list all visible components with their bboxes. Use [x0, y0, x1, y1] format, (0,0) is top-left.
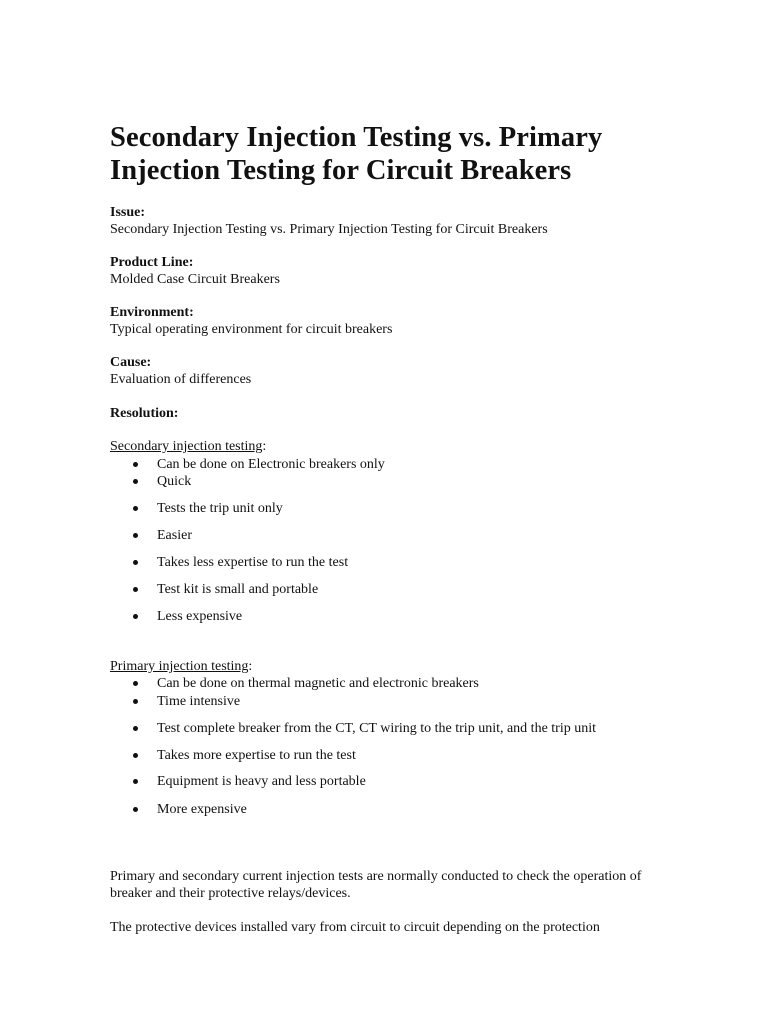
list-item-text: Takes more expertise to run the test — [157, 748, 356, 763]
environment-label: Environment: — [110, 305, 194, 320]
list-item-text: Easier — [157, 528, 192, 543]
body-paragraph: Primary and secondary current injection tests are normally conducted to check the operation of breaker and their protective relays/devices. — [110, 869, 642, 901]
body-paragraph: The protective devices installed vary from circuit to circuit depending on the protection — [110, 920, 600, 935]
primary-testing-heading-colon: : — [248, 659, 253, 674]
document-title: Secondary Injection Testing vs. Primary Injection Testing for Circuit Breakers — [110, 122, 603, 186]
list-item-text: Can be done on Electronic breakers only — [157, 457, 385, 472]
list-item-text: Tests the trip unit only — [157, 501, 283, 516]
resolution-label: Resolution: — [110, 406, 179, 421]
secondary-testing-heading-colon: : — [262, 439, 267, 454]
list-item-text: More expensive — [157, 802, 247, 817]
bullet-icon — [133, 614, 138, 619]
primary-testing-heading — [110, 658, 252, 675]
bullet-icon — [133, 726, 138, 731]
bullet-icon — [133, 533, 138, 538]
bullet-icon — [133, 587, 138, 592]
product-line-value: Molded Case Circuit Breakers — [110, 272, 280, 287]
list-item-text: Quick — [157, 474, 192, 489]
bullet-icon — [133, 462, 138, 467]
list-item-text: Takes less expertise to run the test — [157, 555, 349, 570]
environment-value: Typical operating environment for circuit breakers — [110, 322, 393, 337]
issue-value: Secondary Injection Testing vs. Primary Injection Testing for Circuit Breakers — [110, 222, 548, 237]
primary-testing-heading-text: Primary injection testing — [110, 659, 249, 674]
list-item-text: Less expensive — [157, 609, 243, 624]
bullet-icon — [133, 479, 138, 484]
bullet-icon — [133, 807, 138, 812]
issue-label: Issue: — [110, 205, 146, 220]
cause-label: Cause: — [110, 355, 152, 370]
bullet-icon — [133, 560, 138, 565]
bullet-icon — [133, 753, 138, 758]
list-item-text: Can be done on thermal magnetic and electronic breakers — [157, 676, 479, 691]
secondary-testing-heading-text: Secondary injection testing — [110, 439, 263, 454]
bullet-icon — [133, 681, 138, 686]
list-item-text: Test complete breaker from the CT, CT wiring to the trip unit, and the trip unit — [157, 721, 597, 736]
cause-value: Evaluation of differences — [110, 372, 252, 387]
list-item-text: Time intensive — [157, 694, 241, 709]
bullet-icon — [133, 506, 138, 511]
list-item-text: Equipment is heavy and less portable — [157, 774, 366, 789]
bullet-icon — [133, 779, 138, 784]
secondary-testing-heading — [110, 438, 266, 455]
product-line-label: Product Line: — [110, 255, 194, 270]
list-item-text: Test kit is small and portable — [157, 582, 319, 597]
bullet-icon — [133, 699, 138, 704]
